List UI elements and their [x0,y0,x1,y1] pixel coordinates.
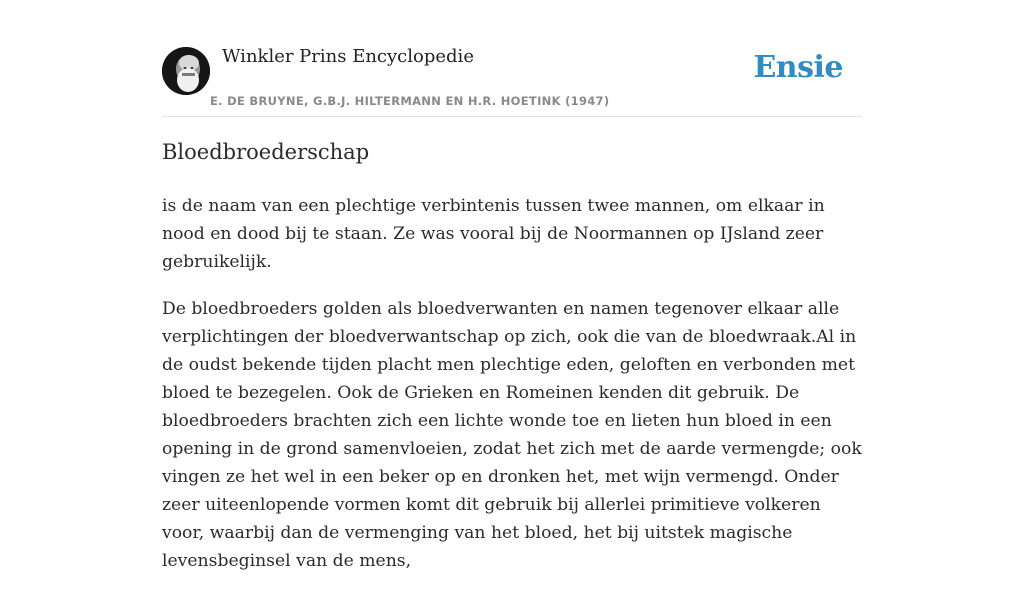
article-paragraph-2: De bloedbroeders golden als bloedverwanten en namen tegenover elkaar alle verplichtingen der bloedverwantschap op zich, ook die van de bloedwraak.Al in de oudst bekende tijden placht men plechtige eden, geloften en verbonden met bloed te bezegelen. Ook de Grieken en Romeinen kenden dit gebruik. De bloedbroeders brachten zich een lichte wonde toe en lieten hun bloed in een opening in de grond samenvloeien, zodat het zich met de aarde vermengde; ook vingen ze het wel in een beker op en dronken het, met wijn vermengd. Onder zeer uiteenlopende vormen komt dit gebruik bij allerlei primitieve volkeren voor, waarbij dan de vermenging van het bloed, het bij uitstek magische levensbeginsel van de mens, [162,299,862,571]
article-paragraph-1: is de naam van een plechtige verbintenis tussen twee mannen, om elkaar in nood en dood bij te staan. Ze was vooral bij de Noormannen op IJsland zeer gebruikelijk. [162,196,825,272]
author-portrait-icon [162,47,210,95]
page [162,0,862,571]
article-body [162,192,862,594]
article-title: Bloedbroederschap [162,140,370,164]
authors-line: E. DE BRUYNE, G.B.J. HILTERMANN EN H.R. HOETINK (1947) [210,94,610,108]
ensie-logo-link[interactable]: Ensie [753,50,843,85]
publication-title[interactable]: Winkler Prins Encyclopedie [222,46,474,67]
header [162,0,862,117]
author-avatar[interactable] [162,47,210,95]
